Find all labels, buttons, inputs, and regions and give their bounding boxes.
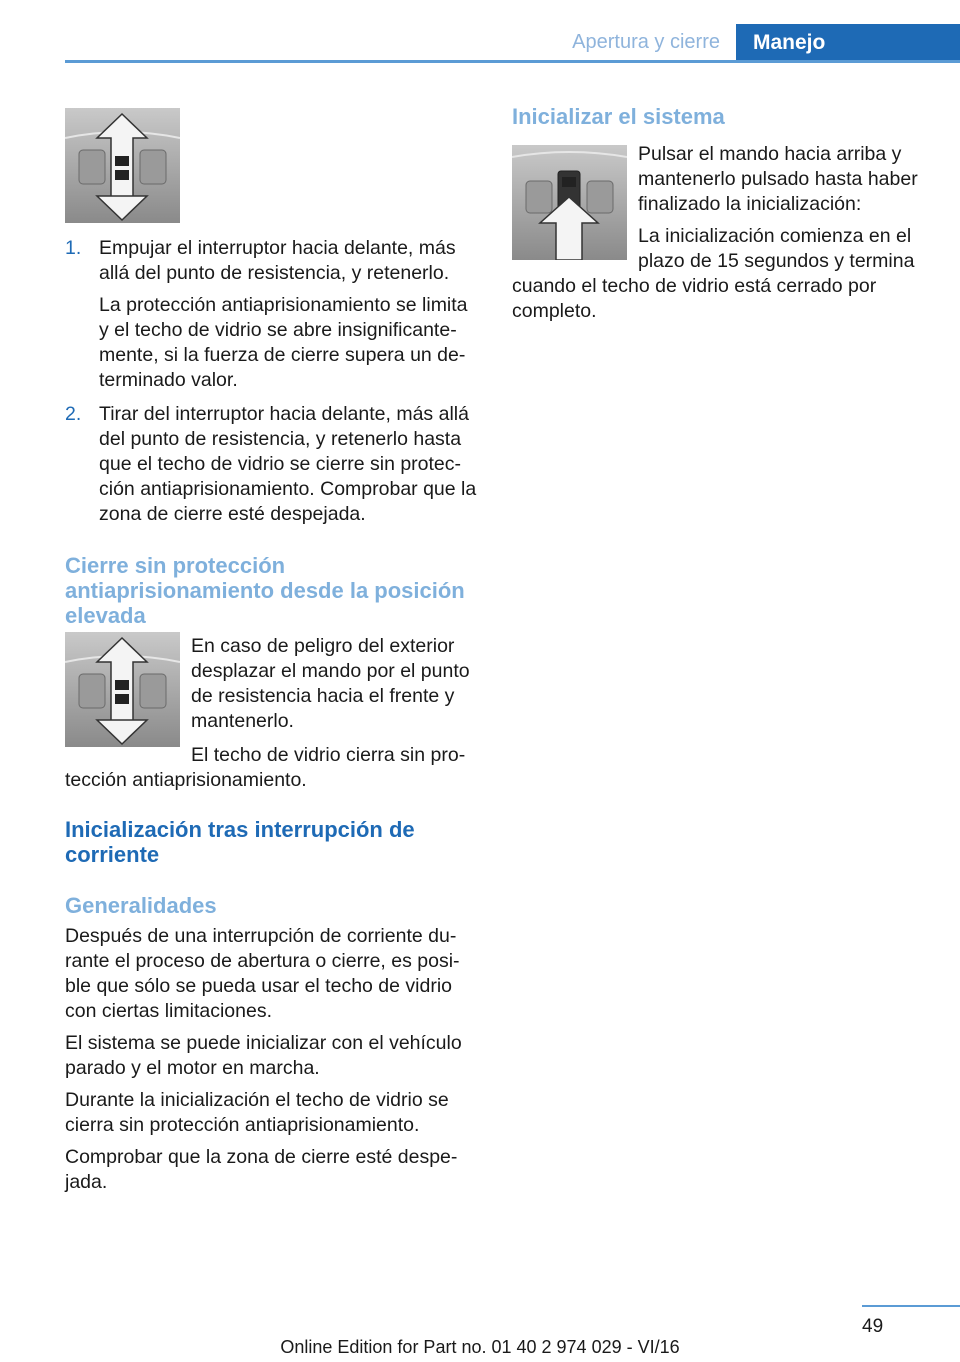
list-number: 2. xyxy=(65,403,82,425)
header-rule xyxy=(65,60,960,63)
header-chapter-tab[interactable]: Manejo xyxy=(736,24,960,62)
figure-switch-forward xyxy=(65,632,180,747)
header-section-title: Apertura y cierre xyxy=(572,31,720,53)
general-paragraphs xyxy=(65,924,477,1202)
paragraph: En caso de peligro del exterior desplazar el mando por el punto de resistencia hacia el frente y mantenerlo. xyxy=(191,635,470,732)
subsection-heading: Generalidades xyxy=(65,893,217,918)
paragraph: Después de una interrupción de corriente du-rante el proceso de abertura o cierre, es posi-ble que sólo se pueda usar el techo de vidrio con ciertas limitaciones. xyxy=(65,925,460,1022)
list-text: Empujar el interruptor hacia delante, más allá del punto de resistencia, y retenerlo. xyxy=(99,237,456,284)
list-text: Tirar del interruptor hacia delante, más allá del punto de resistencia, y retenerlo hasta que el techo de vidrio se cierre sin protec-ción antiaprisionamiento. Comprobar que la zona de cierre esté despejada. xyxy=(99,403,477,525)
paragraph: El techo de vidrio cierra sin pro-tección antiaprisionamiento. xyxy=(65,744,466,791)
paragraph: Pulsar el mando hacia arriba y mantenerlo pulsado hasta haber finalizado la inicialización: xyxy=(638,143,918,215)
list-text: La protección antiaprisionamiento se limita y el techo de vidrio se abre insignificante-mente, si la fuerza de cierre supera un de-terminado valor. xyxy=(99,294,468,391)
paragraph: La inicialización comienza en el plazo de 15 segundos y termina cuando el techo de vidrio está cerrado por completo. xyxy=(512,225,915,322)
list-number: 1. xyxy=(65,237,82,259)
section-heading: Inicialización tras interrupción de corriente xyxy=(65,817,415,867)
paragraph: Comprobar que la zona de cierre esté despe-jada. xyxy=(65,1146,458,1193)
paragraph: El sistema se puede inicializar con el vehículo parado y el motor en marcha. xyxy=(65,1032,462,1079)
section-heading: Inicializar el sistema xyxy=(512,104,725,129)
footer-edition: Online Edition for Part no. 01 40 2 974 029 - VI/16 xyxy=(280,1337,680,1357)
paragraph-wrap xyxy=(512,224,932,331)
section-heading: Cierre sin protección antiaprisionamiento desde la posición elevada xyxy=(65,553,465,628)
footer-rule xyxy=(862,1305,960,1307)
paragraph: Durante la inicialización el techo de vidrio se cierra sin protección antiaprisionamiento. xyxy=(65,1089,449,1136)
page-number: 49 xyxy=(862,1316,884,1337)
figure-switch-up-down xyxy=(65,108,180,223)
